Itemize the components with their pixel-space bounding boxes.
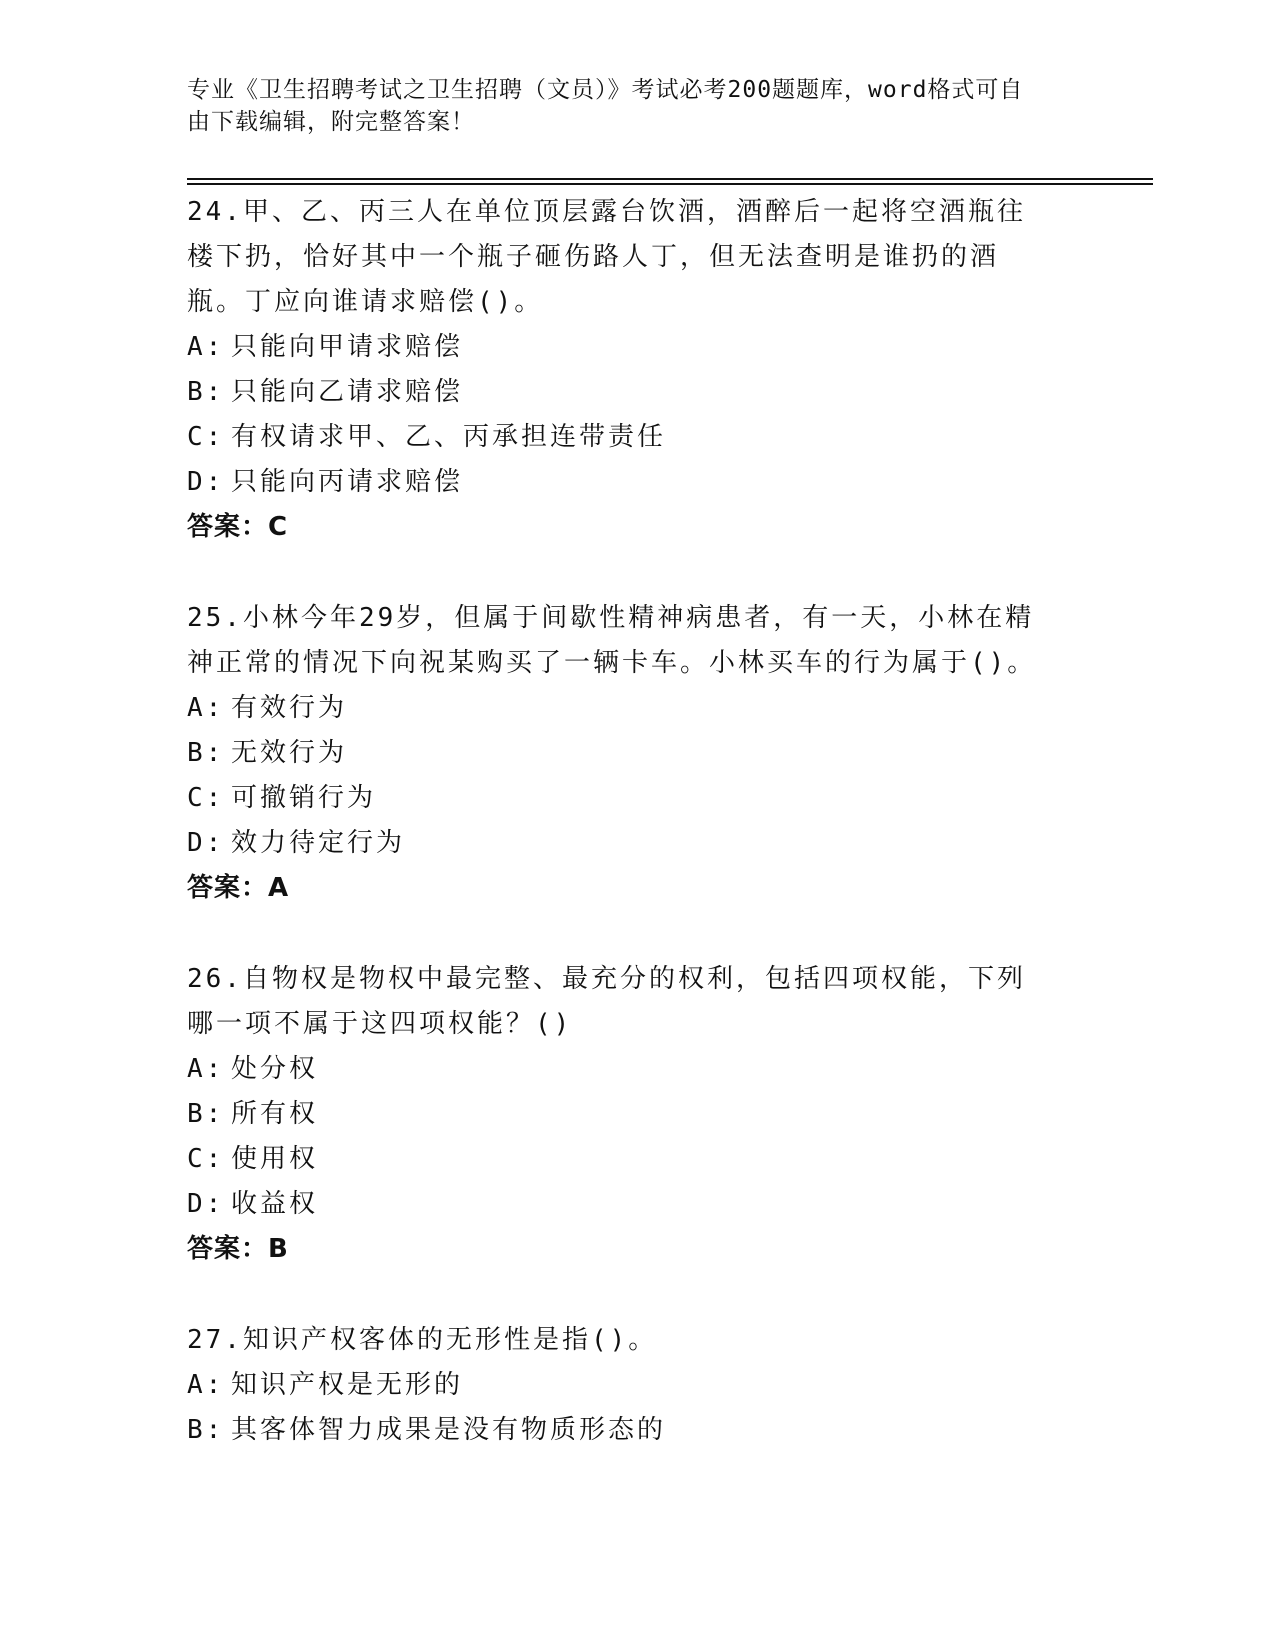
question-spacer xyxy=(187,1272,1087,1318)
answer-label: 答案：C xyxy=(187,512,289,542)
option-letter: C: xyxy=(187,783,225,813)
option-b xyxy=(187,1092,1087,1137)
option-letter: B: xyxy=(187,1099,225,1129)
header-rule-top xyxy=(187,178,1153,180)
question-26 xyxy=(187,957,1087,1272)
option-b xyxy=(187,731,1087,776)
option-text: 有权请求甲、乙、丙承担连带责任 xyxy=(231,422,667,452)
option-text: 知识产权是无形的 xyxy=(231,1370,464,1400)
question-stem: 24.甲、乙、丙三人在单位顶层露台饮酒，酒醉后一起将空酒瓶往楼下扔，恰好其中一个瓶子砸伤路人丁，但无法查明是谁扔的酒瓶。丁应向谁请求赔偿()。 xyxy=(187,197,1026,317)
question-stem: 25.小林今年29岁，但属于间歇性精神病患者，有一天，小林在精神正常的情况下向祝某购买了一辆卡车。小林买车的行为属于()。 xyxy=(187,603,1037,678)
option-letter: A: xyxy=(187,1054,225,1084)
option-letter: D: xyxy=(187,828,225,858)
option-text: 所有权 xyxy=(231,1099,319,1129)
question-25 xyxy=(187,596,1087,911)
option-text: 收益权 xyxy=(231,1189,319,1219)
option-letter: D: xyxy=(187,1189,225,1219)
answer-label: 答案：A xyxy=(187,873,290,903)
option-text: 使用权 xyxy=(231,1144,319,1174)
option-d xyxy=(187,821,1087,866)
option-b xyxy=(187,1408,1087,1453)
option-letter: C: xyxy=(187,422,225,452)
option-text: 只能向甲请求赔偿 xyxy=(231,332,464,362)
option-letter: C: xyxy=(187,1144,225,1174)
option-c xyxy=(187,415,1087,460)
header-line-2: 由下载编辑，附完整答案！ xyxy=(187,109,475,135)
document-header xyxy=(187,74,1067,138)
option-text: 可撤销行为 xyxy=(231,783,377,813)
option-letter: A: xyxy=(187,1370,225,1400)
option-text: 有效行为 xyxy=(231,693,348,723)
question-list xyxy=(187,190,1087,1453)
option-text: 处分权 xyxy=(231,1054,319,1084)
option-letter: A: xyxy=(187,332,225,362)
option-d xyxy=(187,460,1087,505)
answer-label: 答案：B xyxy=(187,1234,289,1264)
option-b xyxy=(187,370,1087,415)
option-a xyxy=(187,325,1087,370)
option-text: 只能向丙请求赔偿 xyxy=(231,467,464,497)
question-stem: 26.自物权是物权中最完整、最充分的权利，包括四项权能，下列哪一项不属于这四项权能？() xyxy=(187,964,1026,1039)
question-spacer xyxy=(187,911,1087,957)
option-letter: D: xyxy=(187,467,225,497)
option-letter: B: xyxy=(187,738,225,768)
option-text: 无效行为 xyxy=(231,738,348,768)
option-text: 只能向乙请求赔偿 xyxy=(231,377,464,407)
header-line-1: 专业《卫生招聘考试之卫生招聘（文员）》考试必考200题题库，word格式可自 xyxy=(187,77,1024,103)
question-24 xyxy=(187,190,1087,550)
option-a xyxy=(187,1047,1087,1092)
option-c xyxy=(187,1137,1087,1182)
option-d xyxy=(187,1182,1087,1227)
option-letter: B: xyxy=(187,1415,225,1445)
option-letter: B: xyxy=(187,377,225,407)
option-letter: A: xyxy=(187,693,225,723)
question-27 xyxy=(187,1318,1087,1453)
option-c xyxy=(187,776,1087,821)
option-a xyxy=(187,686,1087,731)
question-spacer xyxy=(187,550,1087,596)
option-text: 其客体智力成果是没有物质形态的 xyxy=(231,1415,667,1445)
question-stem: 27.知识产权客体的无形性是指()。 xyxy=(187,1325,658,1355)
option-a xyxy=(187,1363,1087,1408)
option-text: 效力待定行为 xyxy=(231,828,406,858)
header-rule-bottom xyxy=(187,183,1153,185)
